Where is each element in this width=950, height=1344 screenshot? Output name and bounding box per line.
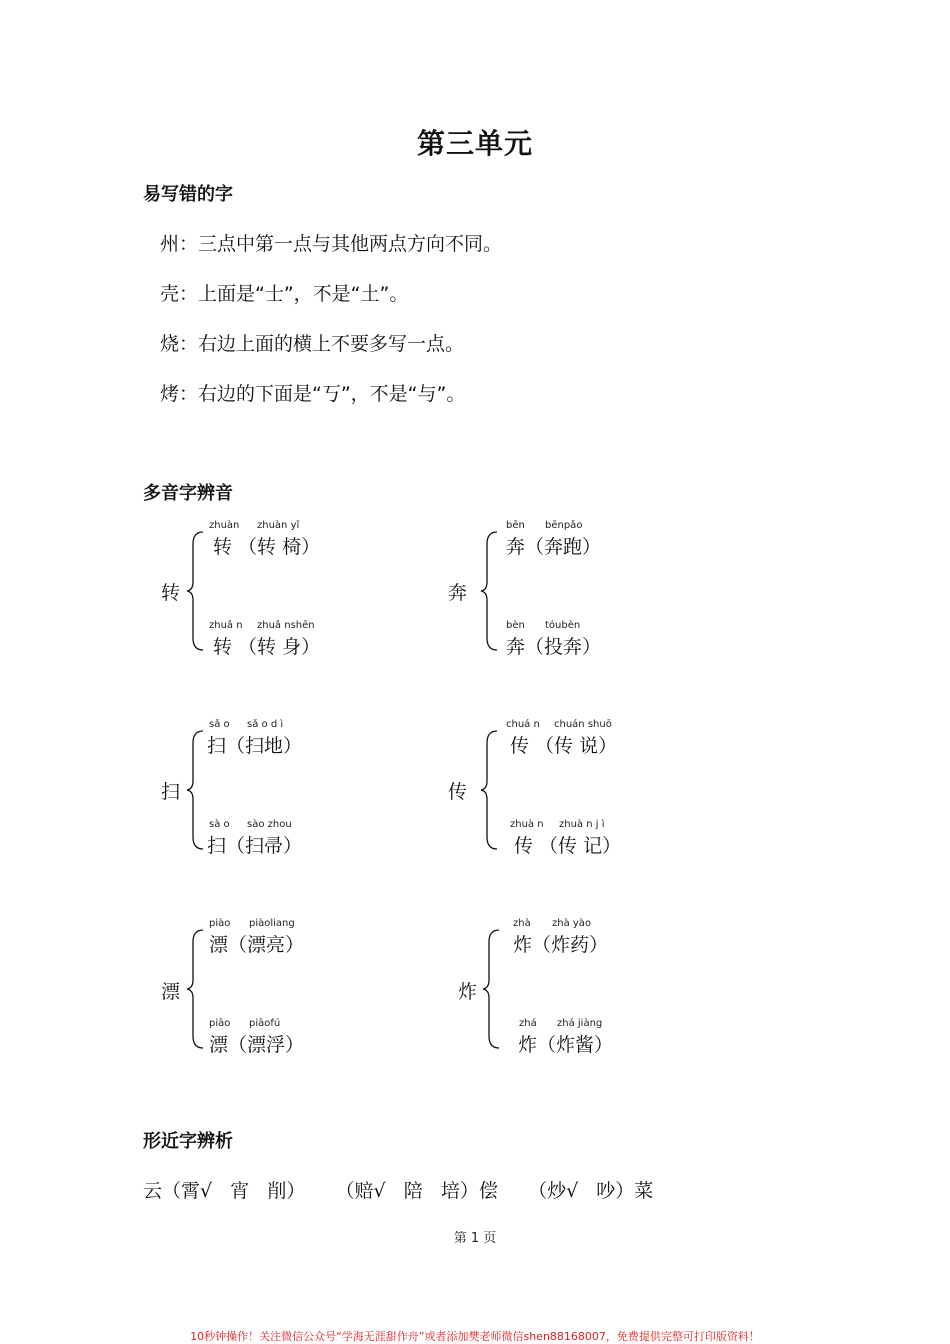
section-heading-similar-chars: 形近字辨析 xyxy=(143,1131,233,1152)
pinyin: chuá n xyxy=(506,719,540,730)
section-heading-common-errors: 易写错的字 xyxy=(143,184,233,205)
pinyin: bēn xyxy=(506,520,525,531)
pinyin: zhá xyxy=(519,1018,537,1029)
reading-word: 奔（奔跑） xyxy=(506,536,602,558)
reading-word: 传 （传 记） xyxy=(514,835,622,857)
pinyin: chuán shuō xyxy=(554,719,612,730)
brace-icon xyxy=(185,530,205,652)
polyphone-char: 漂 xyxy=(161,981,181,1003)
section-heading-polyphones: 多音字辨音 xyxy=(143,483,233,504)
pinyin: zhá jiàng xyxy=(557,1018,603,1029)
pinyin: sào zhou xyxy=(247,819,292,830)
pinyin: zhuàn xyxy=(209,520,240,531)
pinyin: zhà yào xyxy=(552,918,592,929)
brace-icon xyxy=(481,928,501,1050)
reading-word: 扫（扫帚） xyxy=(207,835,303,857)
reading-word: 炸（炸酱） xyxy=(518,1034,614,1056)
pinyin: sǎ o d ì xyxy=(247,719,284,730)
page-title: 第三单元 xyxy=(416,127,533,160)
polyphone-char: 传 xyxy=(448,781,468,803)
reading-word: 漂（漂浮） xyxy=(209,1034,305,1056)
reading-word: 转 （转 椅） xyxy=(213,536,321,558)
pinyin: sà o xyxy=(209,819,230,830)
reading-word: 转 （转 身） xyxy=(213,636,321,658)
brace-icon xyxy=(185,928,205,1050)
reading-word: 炸（炸药） xyxy=(513,934,609,956)
pinyin: sǎ o xyxy=(209,719,230,730)
error-item-zhou: 州：三点中第一点与其他两点方向不同。 xyxy=(160,233,503,255)
pinyin: zhuǎ nshēn xyxy=(257,620,315,631)
pinyin: bèn xyxy=(506,620,525,631)
error-item-kao: 烤：右边的下面是“丂”，不是“与”。 xyxy=(160,383,466,405)
reading-word: 奔（投奔） xyxy=(506,636,602,658)
pinyin: piào xyxy=(209,918,231,929)
polyphone-char: 奔 xyxy=(448,582,468,604)
pinyin: piàoliang xyxy=(249,918,295,929)
reading-word: 漂（漂亮） xyxy=(209,934,305,956)
pinyin: zhuǎ n xyxy=(209,620,243,631)
brace-icon xyxy=(479,530,499,652)
error-item-shao: 烧：右边上面的横上不要多写一点。 xyxy=(160,333,465,355)
promo-banner: 10秒钟操作！关注微信公众号“学海无涯甜作舟”或者添加樊老师微信shen88168007，免费提供完整可打印版资料！ xyxy=(190,1330,760,1343)
error-item-ke: 壳：上面是“士”，不是“土”。 xyxy=(160,283,409,305)
pinyin: zhuàn yǐ xyxy=(257,520,300,531)
pinyin: tóubèn xyxy=(545,620,581,631)
reading-word: 传 （传 说） xyxy=(510,735,618,757)
polyphone-char: 炸 xyxy=(458,981,478,1003)
brace-icon xyxy=(185,729,205,851)
polyphone-char: 转 xyxy=(161,582,181,604)
pinyin: bēnpǎo xyxy=(545,520,583,531)
brace-icon xyxy=(479,729,499,851)
reading-word: 扫（扫地） xyxy=(207,735,303,757)
similar-chars-line: 云（霄√ 宵 削） （赔√ 陪 培）偿 （炒√ 吵）菜 xyxy=(143,1180,654,1202)
pinyin: zhuà n j ì xyxy=(559,819,605,830)
polyphone-char: 扫 xyxy=(161,781,181,803)
pinyin: zhà xyxy=(513,918,531,929)
pinyin: piāofú xyxy=(249,1018,281,1029)
page-number: 第 1 页 xyxy=(453,1231,497,1246)
pinyin: piāo xyxy=(209,1018,231,1029)
pinyin: zhuà n xyxy=(510,819,544,830)
